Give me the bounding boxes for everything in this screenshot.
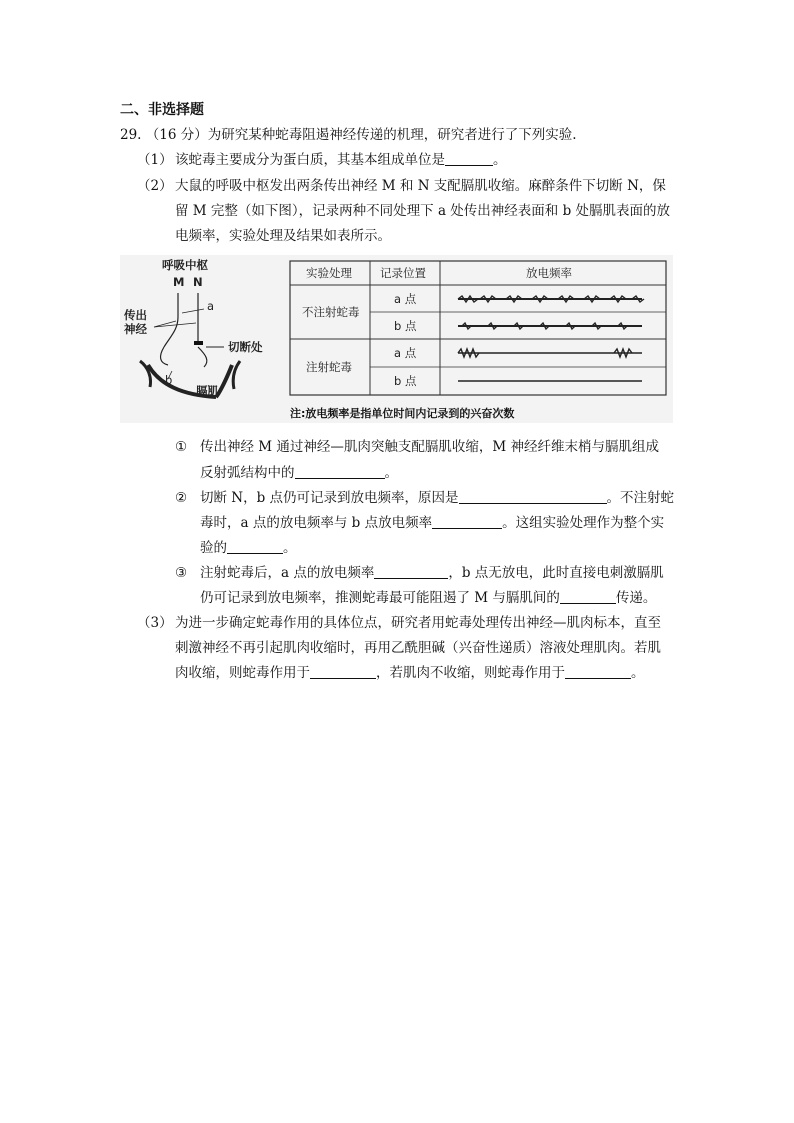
table-row-treatment-3: 注射蛇毒 <box>306 360 352 374</box>
trace-sparse-a <box>458 349 642 357</box>
experiment-figure <box>120 255 673 423</box>
part1-end: 。 <box>493 152 507 168</box>
table-row-position-4: b 点 <box>394 374 417 388</box>
part2-line3: 电频率，实验处理及结果如表所示。 <box>175 228 391 244</box>
part3-number: （3） <box>137 615 173 631</box>
sub2-prompt-d: 。这组实验处理作为整个实 <box>502 515 665 531</box>
sub1-line1: 传出神经 M 通过神经—肌肉突触支配膈肌收缩，M 神经纤维末梢与膈肌组成 <box>200 439 660 455</box>
part2-line2: 留 M 完整（如下图），记录两种不同处理下 a 处传出神经表面和 b 处膈肌表面的放 <box>175 203 671 219</box>
sub2-prompt-c: 毒时，a 点的放电频率与 b 点放电频率 <box>200 515 433 531</box>
sub3-line1 <box>200 563 664 583</box>
part3-prompt-b: ，若肌肉不收缩，则蛇毒作用于 <box>376 665 565 681</box>
answer-blank-2[interactable] <box>295 464 385 479</box>
table-row-treatment-1: 不注射蛇毒 <box>302 305 360 319</box>
table-header-position: 记录位置 <box>380 266 426 280</box>
sub1-prompt: 反射弧结构中的 <box>200 465 295 481</box>
table-row-position-2: b 点 <box>394 319 417 333</box>
sub2-prompt-a: 切断 N，b 点仍可记录到放电频率，原因是 <box>200 490 459 506</box>
cut-label: 切断处 <box>228 340 263 354</box>
question-number: 29. <box>120 127 142 143</box>
nerve-label-2: 神经 <box>124 322 147 336</box>
answer-blank-3[interactable] <box>459 489 607 504</box>
table-header-treatment: 实验处理 <box>306 266 352 280</box>
sub1-line2 <box>200 463 398 483</box>
sub3-prompt-a: 注射蛇毒后，a 点的放电频率 <box>200 565 375 581</box>
sub2-prompt-b: 。不注射蛇 <box>606 490 675 506</box>
answer-blank-5[interactable] <box>227 539 283 554</box>
answer-blank-7[interactable] <box>560 589 616 604</box>
part3-prompt-a: 肉收缩，则蛇毒作用于 <box>175 665 310 681</box>
sub2-line3 <box>200 538 297 558</box>
m-label: M <box>173 275 185 289</box>
part3-end: 。 <box>631 665 645 681</box>
sub2-marker: ② <box>175 490 188 506</box>
table-row-position-1: a 点 <box>394 292 417 306</box>
answer-blank-8[interactable] <box>310 664 376 679</box>
table-row-position-3: a 点 <box>394 346 417 360</box>
table-header-frequency: 放电频率 <box>526 266 572 280</box>
part1-number: （1） <box>137 152 173 168</box>
part1-prompt: 该蛇毒主要成分为蛋白质，其基本组成单位是 <box>175 152 445 168</box>
sub2-line2 <box>200 513 664 533</box>
sub2-prompt-e: 验的 <box>200 540 227 556</box>
nerve-label-1: 传出 <box>124 308 147 322</box>
sub3-prompt-d: 传递。 <box>615 590 657 606</box>
trace-dense-b <box>458 323 642 329</box>
n-label: N <box>193 275 203 289</box>
part3-line3 <box>175 663 645 683</box>
sub1-marker: ① <box>175 439 188 455</box>
sub3-prompt-c: 仍可记录到放电频率，推测蛇毒最可能阻遏了 M 与膈肌间的 <box>200 590 560 606</box>
section-title: 二、非选择题 <box>120 102 204 118</box>
sub1-end: 。 <box>384 465 398 481</box>
center-label: 呼吸中枢 <box>162 258 208 272</box>
sub3-prompt-b: ，b 点无放电，此时直接电刺激膈肌 <box>448 565 664 581</box>
trace-dense-a <box>458 296 644 302</box>
sub3-line2 <box>200 588 656 608</box>
answer-blank-1[interactable] <box>445 151 493 166</box>
question-intro: （16 分）为研究某种蛇毒阻遏神经传递的机理，研究者进行了下列实验. <box>145 127 577 143</box>
sub3-marker: ③ <box>175 565 188 581</box>
part3-line2: 刺激神经不再引起肌肉收缩时，再用乙酰胆碱（兴奋性递质）溶液处理肌肉。若肌 <box>175 640 661 656</box>
part3-line1: 为进一步确定蛇毒作用的具体位点，研究者用蛇毒处理传出神经—肌肉标本，直至 <box>175 615 661 631</box>
answer-blank-6[interactable] <box>374 564 448 579</box>
a-label: a <box>207 299 215 313</box>
sub2-line1 <box>200 488 674 508</box>
answer-blank-4[interactable] <box>432 514 502 529</box>
answer-blank-9[interactable] <box>565 664 631 679</box>
part2-number: （2） <box>137 178 173 194</box>
part1-text <box>175 150 507 170</box>
part2-line1: 大鼠的呼吸中枢发出两条传出神经 M 和 N 支配膈肌收缩。麻醉条件下切断 N，保 <box>175 178 666 194</box>
question-header <box>120 125 577 145</box>
table-note: 注:放电频率是指单位时间内记录到的兴奋次数 <box>290 407 515 420</box>
b-label: b <box>165 373 173 387</box>
muscle-label: 膈肌 <box>196 384 219 398</box>
sub2-end: 。 <box>283 540 297 556</box>
